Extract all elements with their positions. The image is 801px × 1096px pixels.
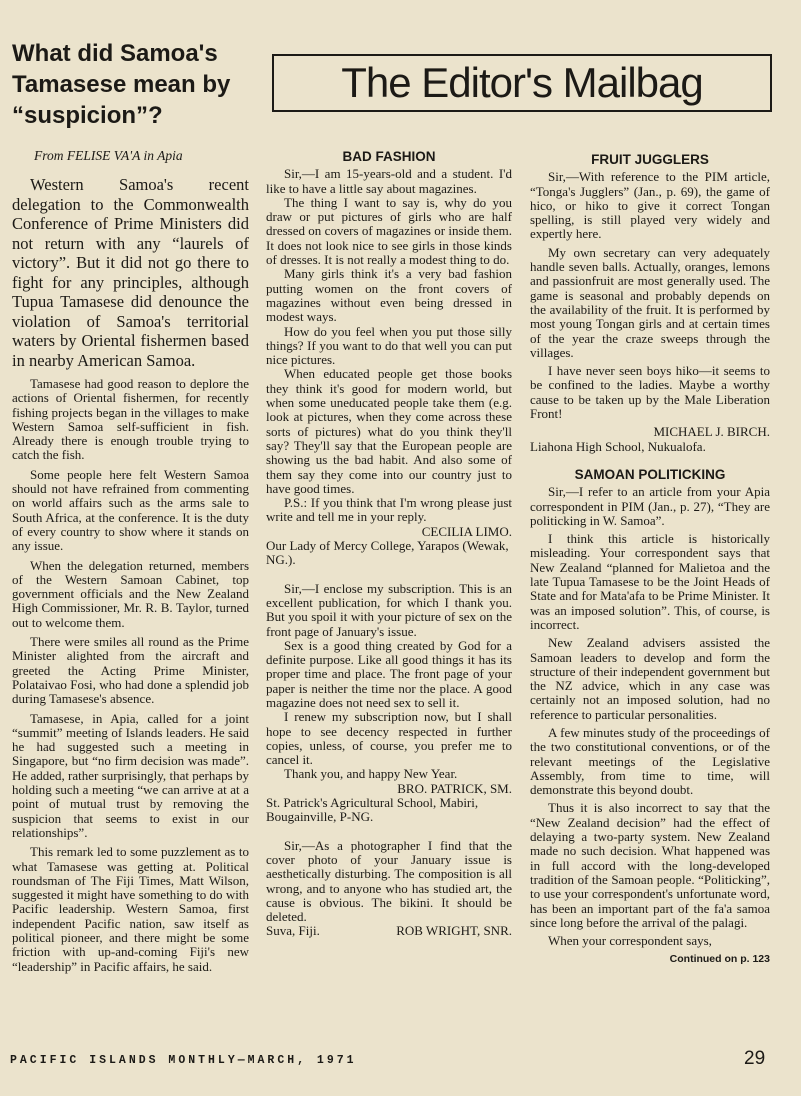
letter-heading: SAMOAN POLITICKING (574, 466, 726, 482)
running-footer: PACIFIC ISLANDS MONTHLY—MARCH, 1971 (10, 1054, 357, 1067)
letter-paragraph: Sir,—I am 15-years-old and a student. I'd like to have a little say about magazines. (266, 166, 512, 196)
letter-paragraph: I think this article is historically misleading. Your correspondent says that New Zealand “planned for Malietoa and the late Tupua Tamasese to be the Joint Heads of State and for Mata'afa to be Prime Minister. It was an imposed solution”. This, of course, is incorrect. (530, 531, 770, 632)
letters-column-right (530, 153, 770, 977)
letter-bad-fashion (266, 150, 512, 568)
article-byline: From FELISE VA'A in Apia (34, 148, 183, 163)
letter-paragraph: New Zealand advisers assisted the Samoan leaders to develop and form the structure of their independent government but the NZ advice, which in any case was certainly not an imposed solution, had no reference to particular personalities. (530, 635, 770, 722)
article-paragraph: There were smiles all round as the Prime Minister alighted from the aircraft and greeted the Acting Prime Minister, Polataivao Fosi, who had done a splendid job during Tamasese's absence. (12, 634, 249, 707)
letter-paragraph: P.S.: If you think that I'm wrong please just write and tell me in your reply. (266, 495, 512, 525)
letter-photographer (266, 839, 512, 939)
letter-signature: ROB WRIGHT, SNR. (396, 923, 512, 939)
letter-signoff (266, 924, 512, 938)
letter-paragraph: I have never seen boys hiko—it seems to be confined to the ladies. Maybe a worthy cause to be taken up by the Male Liberation Front! (530, 363, 770, 422)
letter-paragraph: I renew my subscription now, but I shall hope to see decency respected in further copies, unless, of course, you prefer me to cancel it. (266, 709, 512, 768)
article-paragraph: This remark led to some puzzlement as to what Tamasese was getting at. Political roundsman of The Fiji Times, Matt Wilson, suggested it might have something to do with Pacific leadership. Western Samoa, first independent Pacific nation, saw itself as political pioneer, and there might be some friction with up-and-coming Fiji's new “leadership” in Pacific affairs, he said. (12, 844, 249, 974)
letter-samoan-politicking (530, 468, 770, 967)
article-paragraph: Some people here felt Western Samoa should not have refrained from commenting on world affairs such as the arms sale to South Africa, at the conference. It is the duty of every country to show where it stands on any issue. (12, 466, 249, 554)
article-lead: Western Samoa's recent delegation to the Commonwealth Conference of Prime Ministers did not return with any “laurels of victory”. But it did not go there to fight for any principles, although Tupua Tamasese did denounce the violation of Samoa's territorial waters by Oriental fishermen based in nearby American Samoa. (12, 175, 249, 370)
letter-paragraph: Many girls think it's a very bad fashion putting women on the front covers of magazines without even being dressed in modest ways. (266, 266, 512, 325)
letter-signature: CECILIA LIMO. (421, 523, 512, 539)
article-headline: What did Samoa's Tamasese mean by “suspicion”? (12, 40, 231, 129)
letter-paragraph: My own secretary can very adequately handle seven balls. Actually, oranges, lemons and passionfruit are most generally used. The game is seasonal and probably depends on the availability of the fruit. It is performed by most young Tongan girls and at certain times of the year the craze sweeps through the villages. (530, 244, 770, 360)
letter-paragraph: Sir,—I enclose my subscription. This is an excellent publication, for which I thank you. But you spoil it with your picture of sex on the front page of January's issue. (266, 580, 512, 639)
letter-subscription (266, 582, 512, 825)
letter-paragraph: How do you feel when you put those silly things? If you want to do that well you can put nice pictures. (266, 323, 512, 368)
letter-paragraph: The thing I want to say is, why do you draw or put pictures of girls who are half dressed on covers of magazines or inside them. It does not look nice to see girls in those kinds of dresses. It is not really a modest thing to do. (266, 194, 512, 268)
mailbag-masthead (272, 54, 772, 112)
letter-paragraph: Thank you, and happy New Year. (284, 766, 458, 782)
letter-address: Suva, Fiji. (266, 923, 320, 939)
letter-address: Our Lady of Mercy College, Yarapos (Wewak, NG.). (266, 538, 509, 568)
letter-paragraph: A few minutes study of the proceedings of the two constitutional conventions, or of the relevant meetings of the Legislative Assembly, from time to time, will demonstrate this beyond doubt. (530, 724, 770, 798)
article-paragraph: Tamasese had good reason to deplore the actions of Oriental fishermen, for recently fishing projects began in the villages to make Western Samoa self-sufficient in fish. Already there is enough trouble trying to catch the fish. (12, 376, 249, 463)
continued-notice: Continued on p. 123 (669, 953, 770, 966)
page-number: 29 (744, 1048, 766, 1069)
letter-paragraph: Sir,—As a photographer I find that the cover photo of your January issue is aesthetically disturbing. The composition is all wrong, and to anyone who has studied art, the cause is obvious. The bikini. It should be deleted. (266, 837, 512, 925)
letter-signature: MICHAEL J. BIRCH. (653, 424, 770, 440)
letter-paragraph: Sir,—With reference to the PIM article, “Tonga's Jugglers” (Jan., p. 69), the game of hico, or hiko to give it correct Tongan spelling, is still played very widely and expertly here. (530, 169, 770, 242)
article-paragraph: When the delegation returned, members of the Western Samoan Cabinet, top government officials and the New Zealand High Commissioner, Mr. R. B. Taylor, turned out to welcome them. (12, 557, 249, 630)
article-paragraph: Tamasese, in Apia, called for a joint “summit” meeting of Islands leaders. He said he had suggested such a meeting in Singapore, but “no firm decision was made”. He added, rather surprisingly, that perhaps by holding such a meeting “we can arrive at at a point of mutual trust by removing the suspicion that seems to exist in our relationships”. (12, 710, 249, 840)
letter-heading: FRUIT JUGGLERS (591, 152, 709, 167)
letters-column-middle (266, 150, 512, 939)
article-body (12, 377, 249, 979)
letter-paragraph: When educated people get those books they think it's good for modern world, but when some uneducated people take them (e.g. look at pictures, when they come across these sorts of pictures) what do you think they'll say? They'll say that the European people are showing us the bad habit. And also some of them say they come into our country just to have good times. (266, 366, 512, 496)
masthead-title: The Editor's Mailbag (341, 59, 703, 106)
letter-paragraph: Sex is a good thing created by God for a definite purpose. Like all good things it has its proper time and place. The front page of your paper is neither the time nor the place. A good magazine does not need sex to sell it. (266, 637, 512, 710)
letter-signature: BRO. PATRICK, SM. (397, 780, 512, 796)
letter-heading: BAD FASHION (342, 149, 436, 164)
letter-fruit-jugglers (530, 153, 770, 454)
letter-address: St. Patrick's Agricultural School, Mabiri, Bougainville, P-NG. (266, 795, 479, 825)
letter-paragraph: Thus it is also incorrect to say that the “New Zealand decision” had the effect of delaying a two-party system. New Zealand made no such decision. What happened was in full accord with the long-developed tradition of the Samoan people. “Politicking”, to use your correspondent's unfortunate word, has been an important part of the fa'a samoa since long before the arrival of the palagi. (530, 800, 770, 930)
letter-address: Liahona High School, Nukualofa. (530, 438, 706, 454)
letter-paragraph: Sir,—I refer to an article from your Apia correspondent in PIM (Jan., p. 27), “They are politicking in W. Samoa”. (530, 484, 770, 528)
letter-paragraph: When your correspondent says, (548, 933, 712, 949)
